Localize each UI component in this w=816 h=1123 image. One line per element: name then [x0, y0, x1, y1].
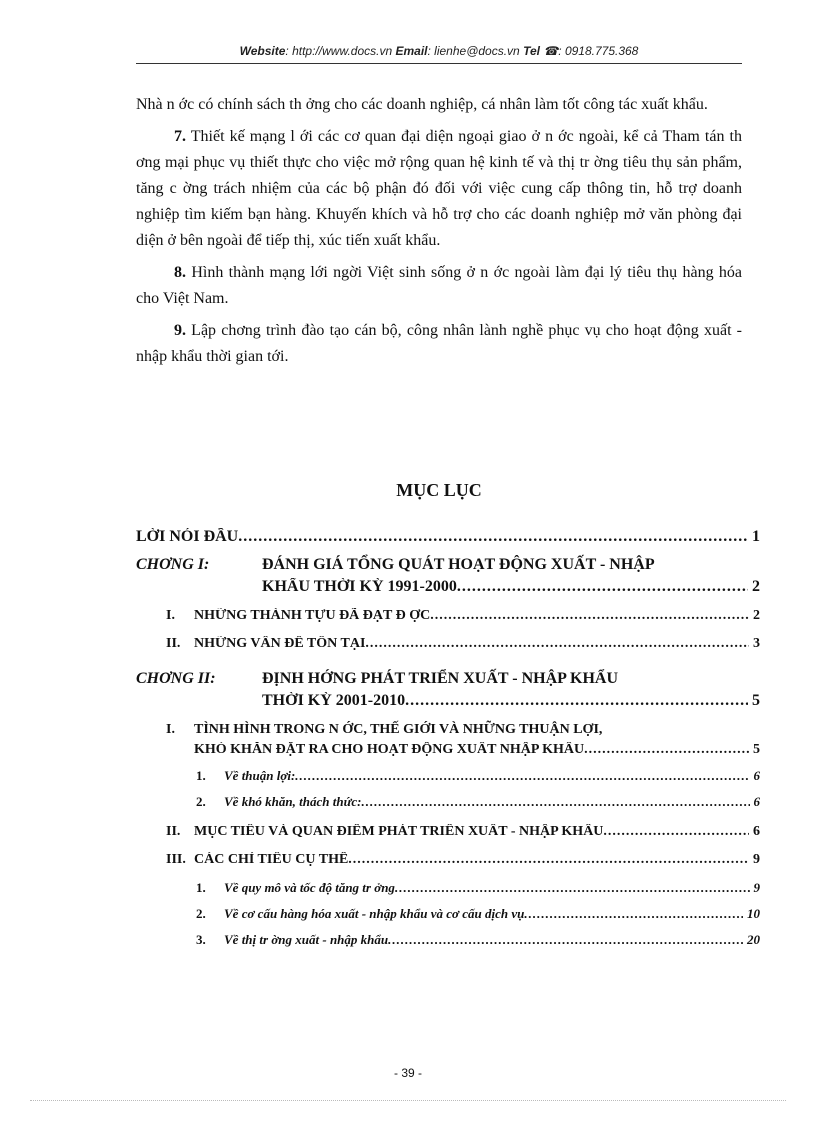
toc-page-number: 3 [753, 636, 760, 651]
section-title: MỤC TIÊU VÀ QUAN ĐIỂM PHÁT TRIỂN XUẤT - NHẬP KHẨU [194, 824, 604, 839]
toc-section[interactable] [136, 608, 760, 636]
subsection-number: 2. [196, 906, 206, 921]
leader-dots [395, 880, 750, 896]
toc-page-number: 6 [753, 824, 760, 839]
toc-subsection[interactable] [136, 794, 760, 820]
section-number: III. [166, 852, 186, 867]
leader-dots [388, 932, 743, 948]
paragraph-7 [136, 124, 742, 254]
toc-title: MỤC LỤC [396, 480, 482, 500]
section-number: II. [166, 636, 181, 651]
toc-chapter-2[interactable] [136, 670, 760, 722]
section-title: CÁC CHỈ TIÊU CỤ THỂ [194, 852, 349, 867]
toc-page-number: 9 [753, 852, 760, 867]
toc-entry-intro[interactable] [136, 528, 760, 556]
subsection-title: Về thị tr ờng xuất - nhập khẩu [224, 932, 389, 947]
item-number: 8. [174, 264, 186, 281]
leader-dots [603, 824, 749, 840]
section-title: TÌNH HÌNH TRONG N ỚC, THẾ GIỚI VÀ NHỮNG THUẬN LỢI, [194, 722, 603, 737]
tel-value: : 0918.775.368 [558, 44, 639, 58]
leader-dots [524, 906, 743, 922]
leader-dots [405, 692, 748, 710]
email-value: : lienhe@docs.vn [427, 44, 520, 58]
toc-page-number: 5 [752, 692, 760, 709]
leader-dots [430, 608, 749, 624]
leader-dots [365, 636, 749, 652]
toc-page-number: 1 [752, 528, 760, 545]
section-number: I. [166, 722, 175, 737]
section-number: II. [166, 824, 181, 839]
subsection-number: 2. [196, 794, 206, 809]
item-number: 7. [174, 128, 186, 145]
item-text: Lập chơng trình đào tạo cán bộ, công nhân lành nghề phục vụ cho hoạt động xuất - nhập khẩu thời gian tới. [136, 322, 743, 365]
page-number: - 39 - [393, 1066, 422, 1080]
toc-page-number: 6 [753, 794, 760, 809]
subsection-title: Về cơ cấu hàng hóa xuất - nhập khẩu và cơ cấu dịch vụ [224, 906, 525, 921]
toc-subsection[interactable] [136, 768, 760, 794]
toc-page-number: 9 [753, 880, 760, 895]
subsection-number: 1. [196, 880, 206, 895]
toc-page-number: 2 [752, 578, 760, 595]
leader-dots [361, 794, 749, 810]
subsection-title: Về quy mô và tốc độ tăng tr ởng [224, 880, 395, 895]
paragraph: Nhà n ớc có chính sách th ởng cho các doanh nghiệp, cá nhân làm tốt công tác xuất khẩu. [136, 96, 708, 113]
leader-dots [348, 852, 749, 868]
item-number: 9. [174, 322, 186, 339]
chapter-title: ĐÁNH GIÁ TỔNG QUÁT HOẠT ĐỘNG XUẤT - NHẬP [262, 556, 655, 573]
toc-subsection[interactable] [136, 932, 760, 958]
section-number: I. [166, 608, 175, 623]
toc-section[interactable] [136, 824, 760, 852]
toc-chapter-1[interactable] [136, 556, 760, 608]
paragraph-8 [136, 260, 742, 312]
toc-section[interactable] [136, 852, 760, 880]
leader-dots [238, 528, 748, 546]
body-text [136, 92, 742, 376]
chapter-label: CHƠNG II: [136, 670, 216, 687]
chapter-title: ĐỊNH HỚNG PHÁT TRIỂN XUẤT - NHẬP KHẨU [262, 670, 619, 687]
bottom-divider [30, 1100, 786, 1101]
toc-page-number: 5 [753, 742, 760, 757]
toc-subsection[interactable] [136, 906, 760, 932]
section-title-cont: KHÓ KHĂN ĐẶT RA CHO HOẠT ĐỘNG XUẤT NHẬP KHẨU [194, 742, 585, 757]
section-title: NHỮNG THÀNH TỰU ĐÃ ĐẠT Đ ỢC [194, 608, 431, 623]
toc-page-number: 2 [753, 608, 760, 623]
subsection-number: 3. [196, 932, 206, 947]
website-label: Website [239, 44, 286, 58]
item-text: Thiết kế mạng l ới các cơ quan đại diện ngoại giao ở n ớc ngoài, kể cả Tham tán th ơng mại phục vụ thiết thực cho việc mở rộng quan hệ kinh tế và thị tr ờng tiêu thụ sản phẩm, tăng c ờng trách nhiệm của các bộ phận đó đối với việc cung cấp thông tin, hỗ trợ doanh nghiệp tìm kiếm bạn hàng. Khuyến khích và hỗ trợ cho các doanh nghiệp mở văn phòng đại diện ở bên ngoài để tiếp thị, xúc tiến xuất khẩu. [136, 128, 742, 249]
header-divider [136, 63, 742, 64]
tel-label: Tel [523, 44, 540, 58]
subsection-title: Về khó khăn, thách thức: [224, 794, 362, 809]
chapter-label: CHƠNG I: [136, 556, 210, 573]
paragraph-9 [136, 318, 742, 370]
website-value: : http://www.docs.vn [285, 44, 393, 58]
email-label: Email [395, 44, 428, 58]
toc-page-number: 10 [747, 906, 760, 921]
item-text: Hình thành mạng lới ngời Việt sinh sống ở n ớc ngoài làm đại lý tiêu thụ hàng hóa cho Việt Nam. [136, 264, 743, 307]
toc-page-number: 6 [753, 768, 760, 783]
toc-entry-label: LỜI NÓI ĐẦU [136, 528, 239, 545]
toc-page-number: 20 [747, 932, 760, 947]
chapter-title-cont: KHẨU THỜI KỲ 1991-2000 [262, 578, 457, 595]
subsection-number: 1. [196, 768, 206, 783]
toc-section[interactable] [136, 636, 760, 664]
leader-dots [457, 578, 748, 596]
toc-section[interactable] [136, 722, 760, 768]
chapter-title-cont: THỜI KỲ 2001-2010 [262, 692, 406, 709]
subsection-title: Về thuận lợi: [224, 768, 296, 783]
leader-dots [295, 768, 749, 784]
section-title: NHỮNG VẤN ĐỀ TỒN TẠI [194, 636, 366, 651]
phone-icon: ☎ [543, 44, 559, 58]
leader-dots [584, 742, 749, 758]
page-header [136, 44, 742, 58]
toc-subsection[interactable] [136, 880, 760, 906]
table-of-contents [136, 528, 760, 958]
